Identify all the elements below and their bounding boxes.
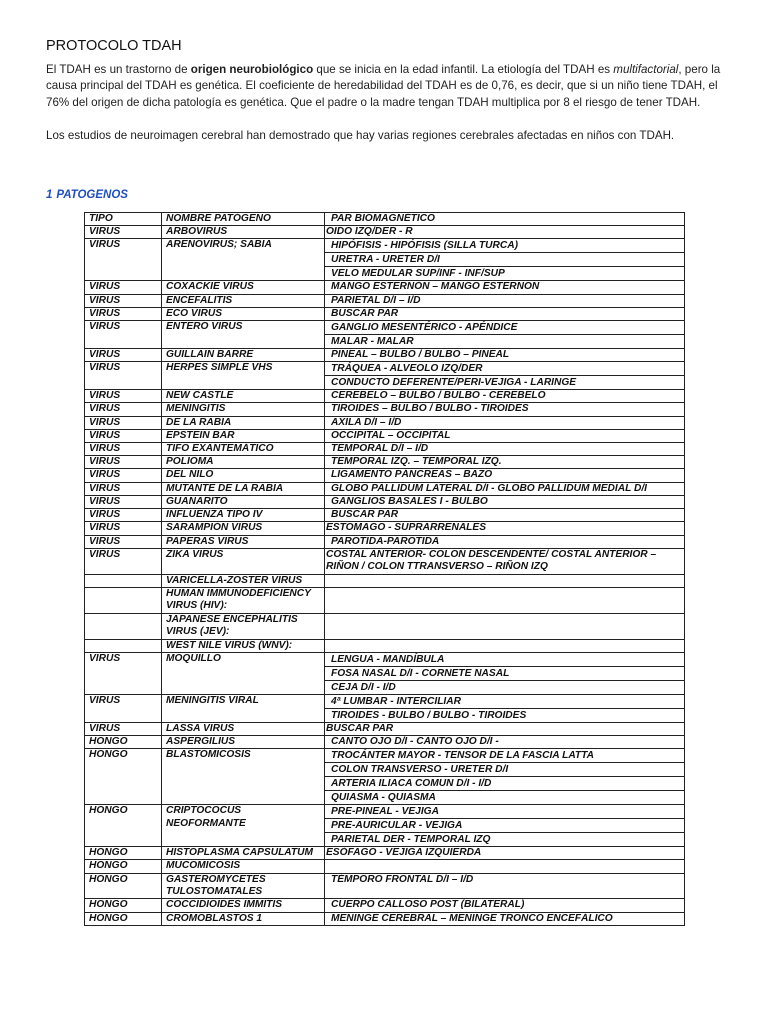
cell-tipo bbox=[85, 587, 162, 613]
intro-paragraph: El TDAH es un trastorno de origen neurobiológico que se inicia en la edad infantil. La etiología del TDAH es multifactorial, pero la causa principal del TDAH es genética. El coeficiente de heredabilidad del TDAH es de 0,76, es decir, que si un niño tiene TDAH, el 76% del origen de dicha patología es genética. Que el padre o la madre tengan TDAH multiplica por 8 el riesgo de tener TDAH. bbox=[46, 63, 721, 109]
cell-par: TEMPORAL IZQ. – TEMPORAL IZQ. bbox=[325, 456, 685, 469]
cell-par bbox=[325, 860, 685, 873]
par-line: TROCÁNTER MAYOR - TENSOR DE LA FASCIA LATTA bbox=[331, 750, 594, 762]
cell-nombre: JAPANESE ENCEPHALITIS VIRUS (JEV): bbox=[162, 613, 325, 639]
header-par: PAR BIOMAGNÉTICO bbox=[325, 213, 685, 226]
table-row bbox=[85, 362, 685, 390]
cell-tipo: HONGO bbox=[85, 912, 162, 925]
table-row bbox=[85, 522, 685, 535]
cell-nombre: WEST NILE VIRUS (WNV): bbox=[162, 639, 325, 652]
neuroimaging-paragraph: Los estudios de neuroimagen cerebral han demostrado que hay varias regiones cerebrales afectadas en niños con TDAH. bbox=[46, 129, 675, 142]
cell-tipo: VIRUS bbox=[85, 307, 162, 320]
cell-nombre: NEW CASTLE bbox=[162, 390, 325, 403]
table-row bbox=[85, 469, 685, 482]
cell-tipo: VIRUS bbox=[85, 694, 162, 722]
cell-tipo: VIRUS bbox=[85, 416, 162, 429]
cell-nombre: MENINGITIS bbox=[162, 403, 325, 416]
table-row bbox=[85, 722, 685, 735]
par-line: 4ª LUMBAR - INTERCILIAR bbox=[331, 695, 461, 707]
cell-par bbox=[325, 749, 685, 805]
cell-tipo: VIRUS bbox=[85, 390, 162, 403]
table-row bbox=[85, 281, 685, 294]
table-row bbox=[85, 403, 685, 416]
cell-nombre: ENCEFALITIS bbox=[162, 294, 325, 307]
cell-tipo: HONGO bbox=[85, 873, 162, 899]
table-row bbox=[85, 443, 685, 456]
cell-tipo: VIRUS bbox=[85, 321, 162, 349]
cell-nombre: HUMAN IMMUNODEFICIENCY VIRUS (HIV): bbox=[162, 587, 325, 613]
cell-nombre: GASTEROMYCETES TULOSTOMATALES bbox=[162, 873, 325, 899]
cell-nombre: POLIOMA bbox=[162, 456, 325, 469]
cell-tipo: VIRUS bbox=[85, 349, 162, 362]
cell-nombre: BLASTOMICOSIS bbox=[162, 749, 325, 805]
table-row bbox=[85, 805, 685, 847]
table-header-row bbox=[85, 213, 685, 226]
table-row bbox=[85, 749, 685, 805]
cell-nombre: TIFO EXANTEMÁTICO bbox=[162, 443, 325, 456]
cell-par: PINEAL – BULBO / BULBO – PINEAL bbox=[325, 349, 685, 362]
pathogen-table bbox=[84, 212, 685, 926]
cell-par bbox=[325, 805, 685, 847]
cell-nombre: EPSTEIN BAR bbox=[162, 429, 325, 442]
cell-tipo bbox=[85, 613, 162, 639]
cell-nombre: ENTERO VIRUS bbox=[162, 321, 325, 349]
cell-par: PARIETAL D/I – I/D bbox=[325, 294, 685, 307]
cell-par: OIDO IZQ/DER - R bbox=[325, 226, 685, 239]
cell-par: GLOBO PALLIDUM LATERAL D/I - GLOBO PALLIDUM MEDIAL D/I bbox=[325, 482, 685, 495]
header-nombre: NOMBRE PATÓGENO bbox=[162, 213, 325, 226]
italic-phrase: multifactorial bbox=[613, 63, 679, 76]
par-line: MALAR - MALAR bbox=[325, 334, 684, 348]
cell-tipo: HONGO bbox=[85, 899, 162, 912]
cell-par: BUSCAR PAR bbox=[325, 307, 685, 320]
table-row bbox=[85, 873, 685, 899]
table-row bbox=[85, 652, 685, 694]
cell-par: AXILA D/I – I/D bbox=[325, 416, 685, 429]
par-line: HIPÓFISIS - HIPÓFISIS (SILLA TURCA) bbox=[331, 240, 518, 252]
table-row bbox=[85, 429, 685, 442]
table-row bbox=[85, 456, 685, 469]
cell-nombre: DE LA RABIA bbox=[162, 416, 325, 429]
table-row bbox=[85, 548, 685, 574]
cell-tipo: HONGO bbox=[85, 805, 162, 847]
par-line: GANGLIO MESENTÉRICO - APÉNDICE bbox=[331, 322, 518, 334]
cell-tipo bbox=[85, 639, 162, 652]
par-line: ARTERIA ILIACA COMUN D/I - I/D bbox=[325, 776, 684, 790]
cell-tipo: VIRUS bbox=[85, 548, 162, 574]
table-row bbox=[85, 349, 685, 362]
cell-nombre: COCCIDIOIDES IMMITIS bbox=[162, 899, 325, 912]
cell-nombre: COXACKIE VIRUS bbox=[162, 281, 325, 294]
table-row bbox=[85, 416, 685, 429]
cell-nombre: ZIKA VIRUS bbox=[162, 548, 325, 574]
cell-nombre: MUCOMICOSIS bbox=[162, 860, 325, 873]
cell-nombre: ARENOVIRUS; SABIA bbox=[162, 239, 325, 281]
par-line: CEJA D/I - I/D bbox=[325, 680, 684, 694]
cell-par: ESÓFAGO - VEJIGA IZQUIERDA bbox=[325, 847, 685, 860]
cell-par bbox=[325, 321, 685, 349]
cell-nombre: ECO VIRUS bbox=[162, 307, 325, 320]
par-line: PARIETAL DER - TEMPORAL IZQ bbox=[325, 832, 684, 846]
cell-tipo: VIRUS bbox=[85, 522, 162, 535]
cell-tipo: HONGO bbox=[85, 749, 162, 805]
cell-nombre: INFLUENZA TIPO IV bbox=[162, 509, 325, 522]
document-title: PROTOCOLO TDAH bbox=[46, 38, 182, 54]
par-line: URETRA - URETER D/I bbox=[325, 252, 684, 266]
cell-nombre: VARICELLA-ZOSTER VIRUS bbox=[162, 574, 325, 587]
cell-nombre: MUTANTE DE LA RABIA bbox=[162, 482, 325, 495]
table-row bbox=[85, 613, 685, 639]
cell-par: GANGLIOS BASALES I - BULBO bbox=[325, 496, 685, 509]
cell-tipo: HONGO bbox=[85, 860, 162, 873]
cell-tipo: VIRUS bbox=[85, 496, 162, 509]
table-row bbox=[85, 899, 685, 912]
cell-tipo: VIRUS bbox=[85, 362, 162, 390]
par-line: FOSA NASAL D/I - CORNETE NASAL bbox=[325, 666, 684, 680]
par-line: TRÁQUEA - ALVEOLO IZQ/DER bbox=[331, 363, 483, 375]
table-row bbox=[85, 639, 685, 652]
cell-tipo: VIRUS bbox=[85, 469, 162, 482]
cell-par: BUSCAR PAR bbox=[325, 722, 685, 735]
cell-par: CUERPO CALLOSO POST (BILATERAL) bbox=[325, 899, 685, 912]
cell-tipo: VIRUS bbox=[85, 239, 162, 281]
cell-nombre: SARAMPIÓN VIRUS bbox=[162, 522, 325, 535]
cell-nombre: GUILLAIN BARRE bbox=[162, 349, 325, 362]
table-row bbox=[85, 482, 685, 495]
cell-nombre: HERPES SIMPLE VHS bbox=[162, 362, 325, 390]
cell-par bbox=[325, 574, 685, 587]
cell-par bbox=[325, 587, 685, 613]
cell-nombre: CROMOBLASTOS 1 bbox=[162, 912, 325, 925]
cell-par: COSTAL ANTERIOR- COLON DESCENDENTE/ COSTAL ANTERIOR – RIÑON / COLON TTRANSVERSO – RIÑON IZQ bbox=[325, 548, 685, 574]
par-line: PRE-PINEAL - VEJIGA bbox=[331, 806, 439, 818]
cell-tipo: VIRUS bbox=[85, 443, 162, 456]
cell-par: OCCIPITAL – OCCIPITAL bbox=[325, 429, 685, 442]
table-row bbox=[85, 321, 685, 349]
cell-par bbox=[325, 652, 685, 694]
bold-phrase: origen neurobiológico bbox=[190, 63, 314, 76]
table-row bbox=[85, 574, 685, 587]
section-heading: 1 PATOGENOS bbox=[46, 189, 128, 201]
cell-par: TEMPORAL D/I – I/D bbox=[325, 443, 685, 456]
par-line: VELO MEDULAR SUP/INF - INF/SUP bbox=[325, 266, 684, 280]
cell-par bbox=[325, 613, 685, 639]
cell-tipo: VIRUS bbox=[85, 281, 162, 294]
cell-tipo: VIRUS bbox=[85, 429, 162, 442]
cell-tipo: VIRUS bbox=[85, 226, 162, 239]
table-row bbox=[85, 860, 685, 873]
cell-par: MENINGE CEREBRAL – MENINGE TRONCO ENCEFÁLICO bbox=[325, 912, 685, 925]
cell-par: ESTOMAGO - SUPRARRENALES bbox=[325, 522, 685, 535]
cell-par bbox=[325, 694, 685, 722]
cell-nombre: ARBOVIRUS bbox=[162, 226, 325, 239]
cell-par: CEREBELO – BULBO / BULBO - CEREBELO bbox=[325, 390, 685, 403]
table-row bbox=[85, 847, 685, 860]
cell-nombre: GUANARITO bbox=[162, 496, 325, 509]
cell-nombre: ASPERGILIUS bbox=[162, 735, 325, 748]
cell-tipo: VIRUS bbox=[85, 294, 162, 307]
cell-par: PAROTIDA-PAROTIDA bbox=[325, 535, 685, 548]
par-line: PRE-AURICULAR - VEJIGA bbox=[325, 818, 684, 832]
table-row bbox=[85, 735, 685, 748]
cell-tipo: VIRUS bbox=[85, 722, 162, 735]
cell-par bbox=[325, 239, 685, 281]
table-row bbox=[85, 226, 685, 239]
table-row bbox=[85, 496, 685, 509]
cell-nombre: MOQUILLO bbox=[162, 652, 325, 694]
cell-par: MANGO ESTERNÓN – MANGO ESTERNON bbox=[325, 281, 685, 294]
cell-tipo: HONGO bbox=[85, 847, 162, 860]
cell-par: BUSCAR PAR bbox=[325, 509, 685, 522]
table-row bbox=[85, 390, 685, 403]
cell-tipo: VIRUS bbox=[85, 535, 162, 548]
cell-tipo: VIRUS bbox=[85, 652, 162, 694]
cell-tipo: VIRUS bbox=[85, 509, 162, 522]
cell-par: TIROIDES – BULBO / BULBO - TIROIDES bbox=[325, 403, 685, 416]
cell-nombre: CRIPTOCOCUS NEOFORMANTE bbox=[162, 805, 325, 847]
cell-par: CANTO OJO D/I - CANTO OJO D/I - bbox=[325, 735, 685, 748]
table-row bbox=[85, 294, 685, 307]
cell-tipo: VIRUS bbox=[85, 403, 162, 416]
par-line: CONDUCTO DEFERENTE/PERI-VEJIGA - LARINGE bbox=[325, 375, 684, 389]
par-line: LENGUA - MANDÍBULA bbox=[331, 653, 445, 665]
cell-par bbox=[325, 362, 685, 390]
table-row bbox=[85, 239, 685, 281]
table-row bbox=[85, 509, 685, 522]
cell-par bbox=[325, 639, 685, 652]
cell-nombre: HISTOPLASMA CAPSULATUM bbox=[162, 847, 325, 860]
cell-nombre: LASSA VIRUS bbox=[162, 722, 325, 735]
par-line: TIROIDES - BULBO / BULBO - TIROIDES bbox=[325, 708, 684, 722]
cell-tipo: VIRUS bbox=[85, 482, 162, 495]
par-line: COLON TRANSVERSO - URETER D/I bbox=[325, 762, 684, 776]
table-row bbox=[85, 694, 685, 722]
cell-nombre: PAPERAS VIRUS bbox=[162, 535, 325, 548]
cell-par: LIGAMENTO PÁNCREAS – BAZO bbox=[325, 469, 685, 482]
table-row bbox=[85, 587, 685, 613]
header-tipo: TIPO bbox=[85, 213, 162, 226]
cell-tipo bbox=[85, 574, 162, 587]
table-row bbox=[85, 912, 685, 925]
table-row bbox=[85, 307, 685, 320]
cell-nombre: MENINGITIS VIRAL bbox=[162, 694, 325, 722]
cell-par: TÉMPORO FRONTAL D/I – I/D bbox=[325, 873, 685, 899]
cell-tipo: VIRUS bbox=[85, 456, 162, 469]
cell-nombre: DEL NILO bbox=[162, 469, 325, 482]
table-row bbox=[85, 535, 685, 548]
cell-tipo: HONGO bbox=[85, 735, 162, 748]
table-body bbox=[85, 226, 685, 926]
par-line: QUIASMA - QUIASMA bbox=[325, 790, 684, 804]
